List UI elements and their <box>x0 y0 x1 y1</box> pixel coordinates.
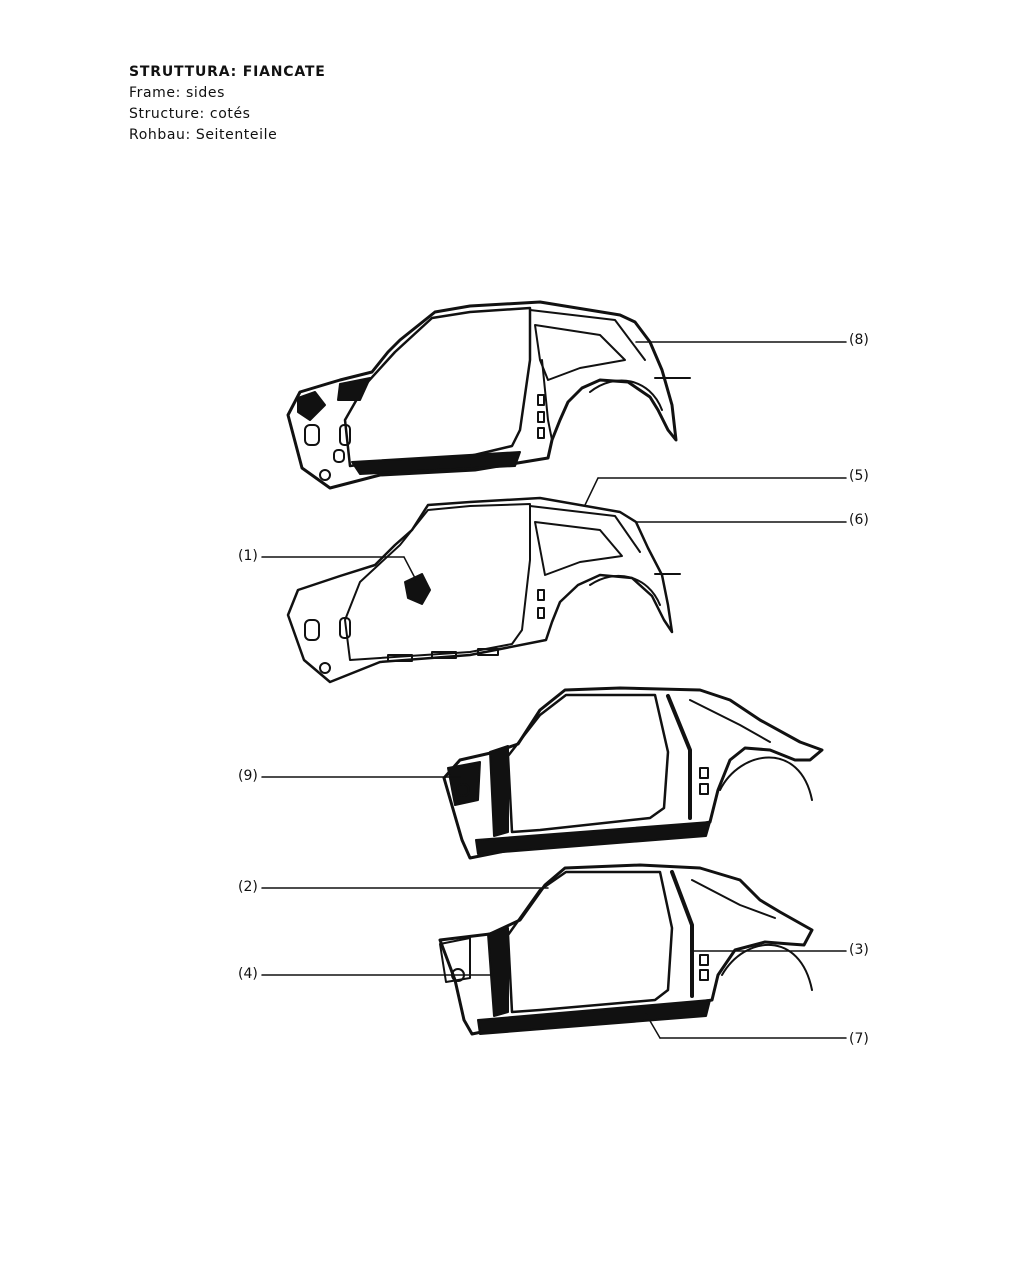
body-side-outer-detail-drawing <box>440 865 812 1034</box>
title-french: Structure: cotés <box>129 106 251 122</box>
body-side-complete-drawing <box>288 302 690 488</box>
callout-9: (9) <box>238 768 258 784</box>
title-italian: STRUTTURA: FIANCATE <box>129 64 326 80</box>
leader-1-diagonal <box>404 557 416 580</box>
leader-5-diagonal <box>585 478 598 505</box>
callout-8: (8) <box>849 332 869 348</box>
title-english: Frame: sides <box>129 85 225 101</box>
callout-5: (5) <box>849 468 869 484</box>
callout-3: (3) <box>849 942 869 958</box>
callout-2: (2) <box>238 879 258 895</box>
callout-4: (4) <box>238 966 258 982</box>
callout-1: (1) <box>238 548 258 564</box>
body-side-outer-drawing <box>444 688 822 858</box>
title-german: Rohbau: Seitenteile <box>129 127 278 143</box>
leader-lines <box>262 342 846 1038</box>
callout-7: (7) <box>849 1031 869 1047</box>
body-side-inner-drawing <box>288 498 680 682</box>
callout-6: (6) <box>849 512 869 528</box>
